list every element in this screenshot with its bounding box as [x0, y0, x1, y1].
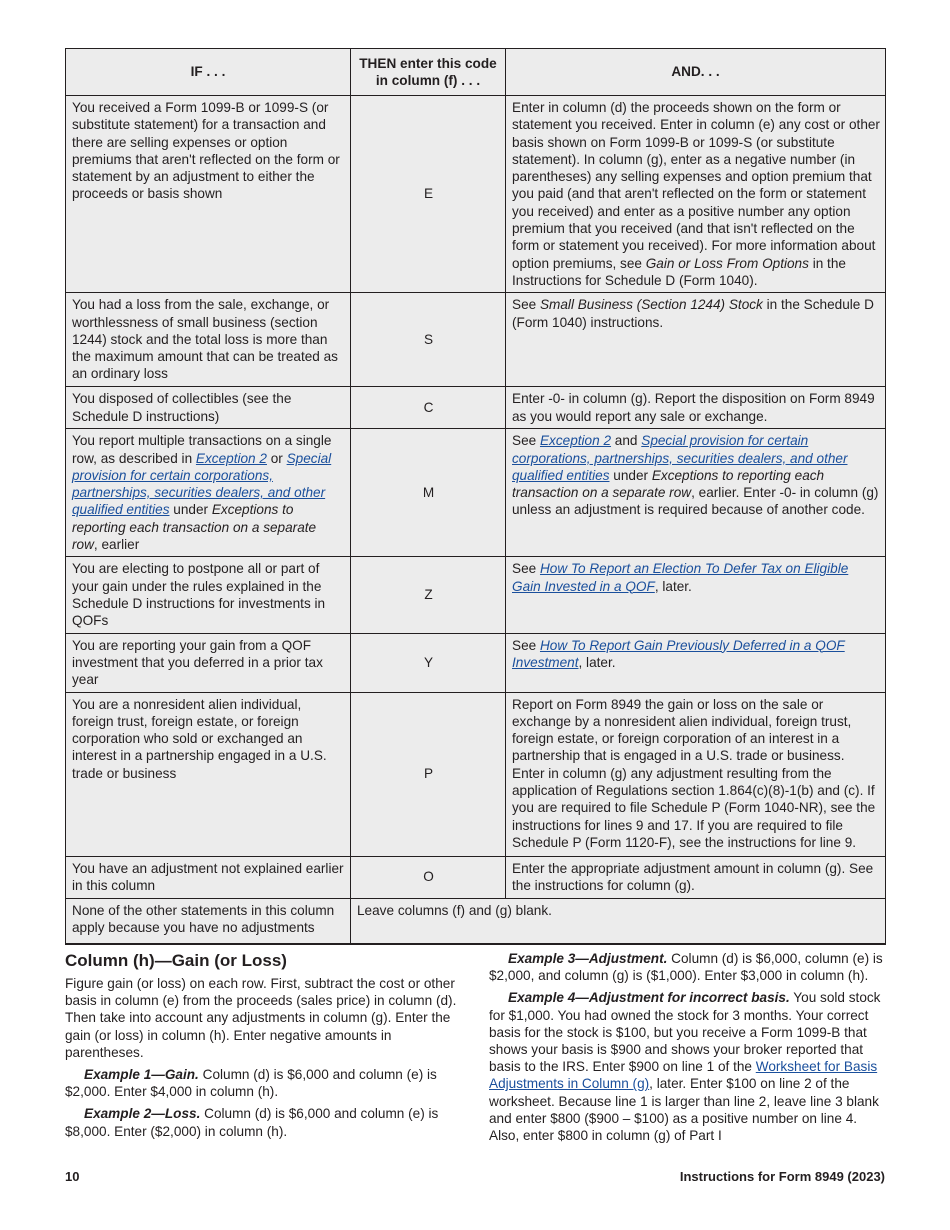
row-m-code: M — [351, 429, 506, 557]
table-row — [66, 898, 886, 944]
row-m-and: See Exception 2 and Special provision for certain corporations, partnerships, securities dealers, and other qualified entities under Exceptions to reporting each transaction on a separate row, earlier. Enter -0- in column (g) unless an adjustment is required because of another code. — [506, 429, 886, 557]
table-row — [66, 633, 886, 692]
row-y-code: Y — [351, 633, 506, 692]
qof-deferred-gain-link[interactable]: How To Report Gain Previously Deferred in a QOF Investment — [512, 637, 845, 670]
special-provision-link[interactable]: Special provision for certain corporations, partnerships, securities dealers, and other qualified entities — [72, 450, 332, 518]
exception-2-link[interactable]: Exception 2 — [539, 433, 612, 449]
row-o-code: O — [351, 856, 506, 898]
table-row — [66, 856, 886, 898]
row-s-code: S — [351, 293, 506, 387]
table-header-row — [66, 49, 886, 96]
italic-ref: Small Business (Section 1244) Stock — [539, 297, 763, 313]
row-s-if: You had a loss from the sale, exchange, or worthlessness of small business (section 1244) stock and the total loss is more than the maximum amount that can be treated as an ordinary loss — [66, 293, 351, 387]
example-2: Example 2—Loss. Column (d) is $6,000 and column (e) is $8,000. Enter ($2,000) in column (h). — [65, 1106, 439, 1139]
section-heading: Column (h)—Gain (or Loss) — [65, 951, 287, 970]
row-p-if: You are a nonresident alien individual, foreign trust, foreign estate, or foreign corporation who sold or exchanged an interest in a partnership engaged in a U.S. trade or business — [66, 692, 351, 856]
row-z-code: Z — [351, 557, 506, 633]
row-e-code: E — [351, 96, 506, 293]
row-p-code: P — [351, 692, 506, 856]
header-then-code: THEN enter this code in column (f) . . . — [351, 49, 506, 96]
exception-2-link[interactable]: Exception 2 — [195, 450, 267, 466]
row-o-if: You have an adjustment not explained earlier in this column — [66, 856, 351, 898]
table-row — [66, 429, 886, 557]
table-row — [66, 293, 886, 387]
row-none-if: None of the other statements in this column apply because you have no adjustments — [66, 898, 351, 944]
section-intro: Figure gain (or loss) on each row. First, subtract the cost or other basis in column (e) from the proceeds (sales price) in column (d). Then take into account any adjustments in column (g). Enter the gain (or loss) in column (h). Enter negative amounts in parentheses. — [65, 976, 457, 1060]
basis-worksheet-link[interactable]: Worksheet for Basis Adjustments in Column (g) — [489, 1059, 878, 1092]
example-1: Example 1—Gain. Column (d) is $6,000 and column (e) is $2,000. Enter $4,000 in column (h). — [65, 1067, 437, 1100]
row-e-if: You received a Form 1099-B or 1099-S (or substitute statement) for a transaction and there are selling expenses or option premiums that aren't reflected on the form or statement by an adjustment to either the proceeds or basis shown — [66, 96, 351, 293]
table-row — [66, 692, 886, 856]
row-z-if: You are electing to postpone all or part of your gain under the rules explained in the Schedule D instructions for investments in QOFs — [66, 557, 351, 633]
row-s-and: See Small Business (Section 1244) Stock in the Schedule D (Form 1040) instructions. — [506, 293, 886, 387]
row-none-merged: Leave columns (f) and (g) blank. — [351, 898, 886, 944]
header-if: IF . . . — [66, 49, 351, 96]
row-c-code: C — [351, 387, 506, 429]
example-4: Example 4—Adjustment for incorrect basis. You sold stock for $1,000. You had owned the stock for 3 months. Your correct basis for the stock is $100, but you receive a Form 1099-B that shows your basis is $900 and shows your broker reported that basis to the IRS. Enter $900 on line 1 of the Worksheet for Basis Adjustments in Column (g), later. Enter $100 on line 2 of the worksheet. Because line 1 is larger than line 2, leave line 3 blank and enter $800 ($900 – $100) as a positive number on line 4. Also, enter $800 in column (g) of Part I — [489, 990, 881, 1144]
row-m-if: You report multiple transactions on a single row, as described in Exception 2 or Special provision for certain corporations, partnerships, securities dealers, and other qualified entities under Exceptions to reporting each transaction on a separate row, earlier — [66, 429, 351, 557]
left-column — [65, 950, 460, 1145]
table-row — [66, 96, 886, 293]
row-p-and: Report on Form 8949 the gain or loss on the sale or exchange by a nonresident alien individual, foreign trust, foreign estate, or foreign corporation of an interest in a partnership that is engaged in a U.S. trade or business. Enter in column (g) any adjustment resulting from the application of Regulations section 1.864(c)(8)-1(b) and (c). If you are required to file Schedule P (Form 1040-NR), see the instructions for lines 9 and 17. If you are required to file Schedule P (Form 1120-F), see the instructions for line 9. — [506, 692, 886, 856]
footer-title: Instructions for Form 8949 (2023) — [679, 1169, 885, 1184]
table-row — [66, 557, 886, 633]
italic-ref: Gain or Loss From Options — [645, 255, 809, 271]
row-z-and: See How To Report an Election To Defer Tax on Eligible Gain Invested in a QOF, later. — [506, 557, 886, 633]
qof-election-link[interactable]: How To Report an Election To Defer Tax on Eligible Gain Invested in a QOF — [512, 561, 849, 594]
page-number: 10 — [65, 1169, 80, 1184]
adjustment-codes-table — [65, 48, 886, 945]
row-c-and: Enter -0- in column (g). Report the disposition on Form 8949 as you would report any sale or exchange. — [506, 387, 886, 429]
row-o-and: Enter the appropriate adjustment amount in column (g). See the instructions for column (g). — [506, 856, 886, 898]
table-row — [66, 387, 886, 429]
example-3: Example 3—Adjustment. Column (d) is $6,000, column (e) is $2,000, and column (g) is ($1,000). Enter $3,000 in column (h). — [489, 951, 883, 984]
row-e-and: Enter in column (d) the proceeds shown on the form or statement you received. Enter in column (e) any cost or other basis shown on Form 1099-B or 1099-S (or substitute statement). In column (g), enter as a negative number (in parentheses) any selling expenses and option premium that you paid (and that aren't reflected on the form or statement you received) and enter as a positive number any option premium that you received (and that isn't reflected on the form or statement you received). For more information about option premiums, see Gain or Loss From Options in the Instructions for Schedule D (Form 1040). — [506, 96, 886, 293]
row-c-if: You disposed of collectibles (see the Schedule D instructions) — [66, 387, 351, 429]
row-y-if: You are reporting your gain from a QOF investment that you deferred in a prior tax year — [66, 633, 351, 692]
header-and: AND. . . — [506, 49, 886, 96]
special-provision-link[interactable]: Special provision for certain corporations, partnerships, securities dealers, and other qualified entities — [512, 433, 848, 483]
right-column — [489, 950, 884, 1149]
row-y-and: See How To Report Gain Previously Deferred in a QOF Investment, later. — [506, 633, 886, 692]
